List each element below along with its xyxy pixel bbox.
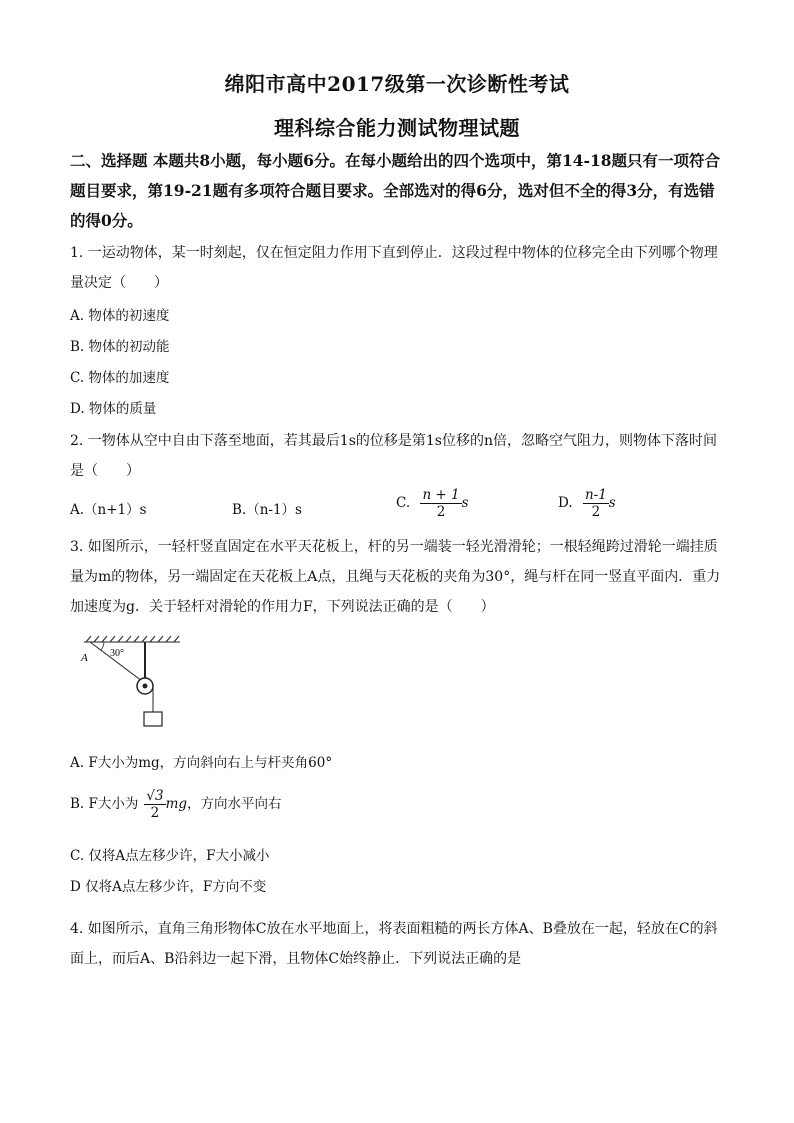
pulley-axle <box>143 684 148 689</box>
option-d-fraction <box>583 487 609 520</box>
option-c-denominator: 2 <box>436 504 446 520</box>
question-2-option-c <box>396 487 469 520</box>
question-4-stem: 4. 如图所示，直角三角形物体C放在水平地面上，将表面粗糙的两长方体A、B叠放在一起，轻放在C的斜面上，而后A、B沿斜边一起下滑，且物体C始终静止．下列说法正确的是 <box>70 921 718 967</box>
pulley-diagram <box>78 634 188 738</box>
question-3-option-c: C. 仅将A点左移少许，F大小减小 <box>70 848 270 864</box>
option-b-denominator: 2 <box>150 805 160 821</box>
question-1-option-b: B. 物体的初动能 <box>70 339 170 355</box>
page-subtitle: 理科综合能力测试物理试题 <box>274 116 520 140</box>
question-3-option-b <box>70 788 282 821</box>
ceiling-hatch <box>84 636 180 642</box>
question-1-option-a: A. 物体的初速度 <box>70 308 170 324</box>
question-2-option-b: B.（n-1）s <box>232 502 302 518</box>
label-point-a: A <box>81 652 88 664</box>
hanging-mass <box>144 712 162 726</box>
option-c-unit: s <box>461 495 469 511</box>
section-intro: 二、选择题 本题共8小题，每小题6分。在每小题给出的四个选项中，第14-18题只有一项符合题目要求，第19-21题有多项符合题目要求。全部选对的得6分，选对但不全的得3分，有选错的得0分。 <box>70 151 721 230</box>
question-2-option-a: A.（n+1）s <box>70 502 147 518</box>
option-b-variable: mg <box>165 796 188 812</box>
option-c-fraction <box>420 487 461 520</box>
option-d-denominator: 2 <box>591 504 601 520</box>
angle-arc <box>101 642 104 650</box>
option-c-numerator: n + 1 <box>422 487 460 503</box>
pulley-diagram-svg <box>78 634 188 734</box>
option-d-numerator: n-1 <box>584 487 607 503</box>
question-2-option-d <box>558 487 616 520</box>
option-d-unit: s <box>608 495 616 511</box>
question-1-option-d: D. 物体的质量 <box>70 401 157 417</box>
option-b-suffix: ，方向水平向右 <box>187 796 282 812</box>
option-b-prefix: B. F大小为 <box>70 796 139 812</box>
page-title: 绵阳市高中2017级第一次诊断性考试 <box>224 72 570 96</box>
question-1-option-c: C. 物体的加速度 <box>70 370 170 386</box>
option-b-numerator: √3 <box>146 788 164 804</box>
option-c-label: C. <box>396 495 411 511</box>
question-3-option-a: A. F大小为mg，方向斜向右上与杆夹角60° <box>70 755 333 771</box>
label-angle: 30° <box>110 648 124 659</box>
option-b-fraction <box>144 788 165 821</box>
question-3-option-d: D 仅将A点左移少许，F方向不变 <box>70 879 267 895</box>
option-d-label: D. <box>558 495 573 511</box>
question-2-stem: 2. 一物体从空中自由下落至地面，若其最后1s的位移是第1s位移的n倍，忽略空气阻力，则物体下落时间是（ ） <box>70 433 718 479</box>
question-1-stem: 1. 一运动物体，某一时刻起，仅在恒定阻力作用下直到停止．这段过程中物体的位移完全由下列哪个物理量决定（ ） <box>70 245 718 291</box>
question-3-stem: 3. 如图所示，一轻杆竖直固定在水平天花板上，杆的另一端装一轻光滑滑轮；一根轻绳跨过滑轮一端挂质量为m的物体，另一端固定在天花板上A点，且绳与天花板的夹角为30°，绳与杆在同一竖直平面内．重力加速度为g．关于轻杆对滑轮的作用力F，下列说法正确的是（ ） <box>70 539 721 615</box>
